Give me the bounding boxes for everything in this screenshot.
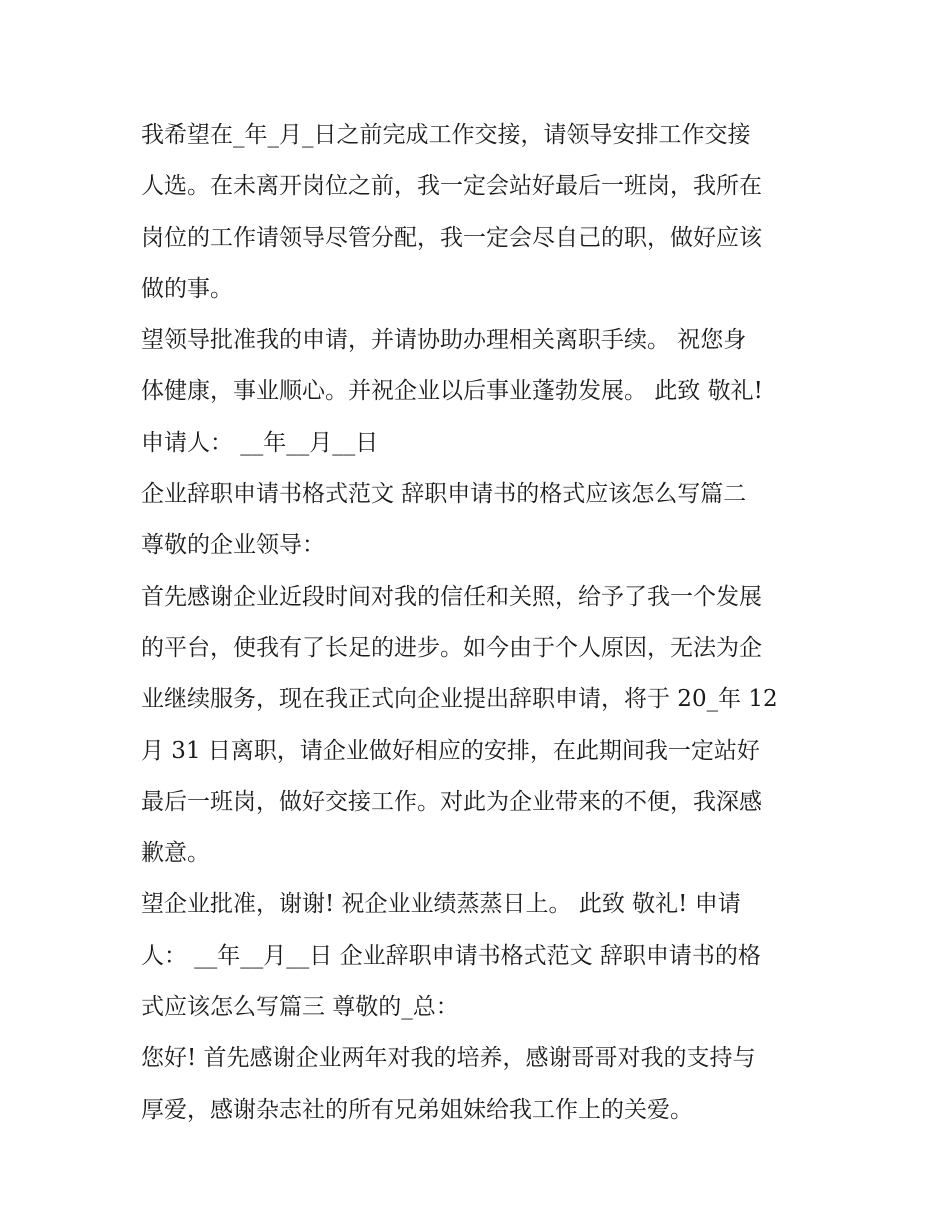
text-line: 月 31 日离职，请企业做好相应的安排，在此期间我一定站好 [141,737,760,764]
text-line: 业继续服务，现在我正式向企业提出辞职申请，将于 20_年 12 [141,686,778,713]
text-line: 厚爱，感谢杂志社的所有兄弟姐妹给我工作上的关爱。 [141,1096,693,1123]
text-line: 您好! 首先感谢企业两年对我的培养，感谢哥哥对我的支持与 [141,1045,756,1072]
text-line: 最后一班岗，做好交接工作。对此为企业带来的不便，我深感 [141,788,762,815]
text-line: 申请人： __年__月__日 [141,429,379,456]
text-line: 的平台，使我有了长足的进步。如今由于个人原因，无法为企 [141,634,762,661]
text-line: 我希望在_年_月_日之前完成工作交接，请领导安排工作交接 [141,122,751,148]
text-line: 人选。在未离开岗位之前，我一定会站好最后一班岗，我所在 [141,173,762,200]
document-body [141,110,821,1136]
text-line: 歉意。 [141,840,210,867]
text-line: 式应该怎么写篇三 尊敬的_总： [141,994,459,1021]
text-line: 首先感谢企业近段时间对我的信任和关照，给予了我一个发展 [141,583,762,610]
text-line: 做的事。 [141,275,233,302]
text-line: 望领导批准我的申请，并请协助办理相关离职手续。 祝您身 [141,327,747,354]
text-line: 尊敬的企业领导： [141,532,325,559]
text-line: 人： __年__月__日 企业辞职申请书格式范文 辞职申请书的格 [141,942,761,969]
text-line: 企业辞职申请书格式范文 辞职申请书的格式应该怎么写篇二 [141,481,747,508]
text-line: 望企业批准，谢谢! 祝企业业绩蒸蒸日上。 此致 敬礼! 申请 [141,891,741,918]
text-line: 岗位的工作请领导尽管分配，我一定会尽自己的职，做好应该 [141,224,762,251]
text-line: 体健康，事业顺心。并祝企业以后事业蓬勃发展。 此致 敬礼! [141,378,763,405]
